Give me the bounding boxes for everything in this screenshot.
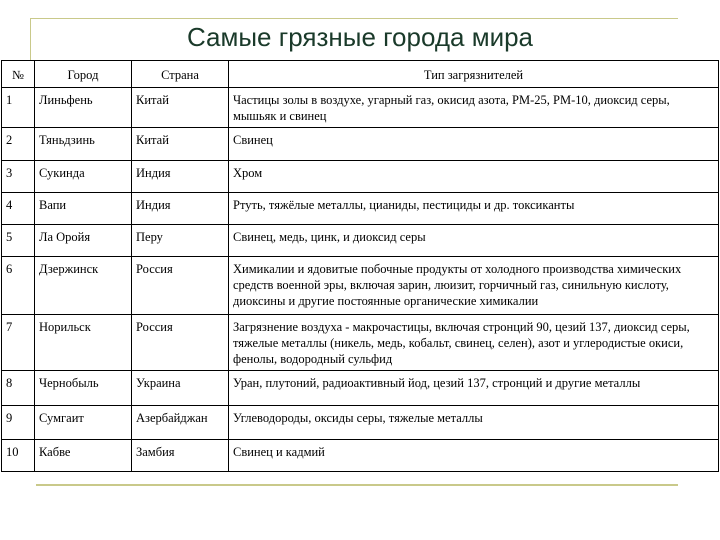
table-row: [2, 225, 719, 257]
cell-number: 4: [2, 193, 35, 225]
cell-city: Линьфень: [35, 88, 132, 128]
header-country: Страна: [132, 61, 229, 88]
cell-pollutant-type: Уран, плутоний, радиоактивный йод, цезий 137, стронций и другие металлы: [229, 371, 719, 406]
cell-city: Сукинда: [35, 161, 132, 193]
cell-number: 3: [2, 161, 35, 193]
cell-city: Чернобыль: [35, 371, 132, 406]
cell-number: 5: [2, 225, 35, 257]
cell-pollutant-type: Свинец: [229, 128, 719, 161]
cell-number: 10: [2, 440, 35, 472]
table-row: [2, 128, 719, 161]
table-row: [2, 88, 719, 128]
cell-pollutant-type: Загрязнение воздуха - макрочастицы, включая стронций 90, цезий 137, диоксид серы, тяжелые металлы (никель, медь, кобальт, свинец, селен), азот и углеродистые окиси, фенолы, водородный сульфид: [229, 315, 719, 371]
cell-number: 1: [2, 88, 35, 128]
decor-frame-bottom: [36, 484, 678, 486]
header-pollutant-type: Тип загрязнителей: [229, 61, 719, 88]
cell-number: 2: [2, 128, 35, 161]
cell-city: Сумгаит: [35, 406, 132, 440]
header-number: №: [2, 61, 35, 88]
cell-pollutant-type: Свинец и кадмий: [229, 440, 719, 472]
table-row: [2, 406, 719, 440]
cell-number: 8: [2, 371, 35, 406]
table-row: [2, 193, 719, 225]
cell-country: Россия: [132, 257, 229, 315]
cell-pollutant-type: Частицы золы в воздухе, угарный газ, окисид азота, PM-25, PM-10, диоксид серы, мышьяк и свинец: [229, 88, 719, 128]
cell-country: Индия: [132, 193, 229, 225]
table-row: [2, 440, 719, 472]
cell-number: 6: [2, 257, 35, 315]
cell-country: Замбия: [132, 440, 229, 472]
cell-pollutant-type: Химикалии и ядовитые побочные продукты от холодного производства химических средств военной эры, включая зарин, люизит, горчичный газ, синильную кислоту, диоксины и другие постоянные органические химикалии: [229, 257, 719, 315]
table-header-row: [2, 61, 719, 88]
cell-country: Азербайджан: [132, 406, 229, 440]
page-title: Самые грязные города мира: [186, 22, 534, 52]
decor-frame-top: [30, 18, 678, 19]
cell-pollutant-type: Углеводороды, оксиды серы, тяжелые металлы: [229, 406, 719, 440]
cell-pollutant-type: Свинец, медь, цинк, и диоксид серы: [229, 225, 719, 257]
cell-country: Индия: [132, 161, 229, 193]
cell-country: Россия: [132, 315, 229, 371]
cell-pollutant-type: Ртуть, тяжёлые металлы, цианиды, пестициды и др. токсиканты: [229, 193, 719, 225]
cell-country: Украина: [132, 371, 229, 406]
cell-number: 9: [2, 406, 35, 440]
cell-city: Норильск: [35, 315, 132, 371]
pollution-table: [1, 60, 719, 472]
cell-city: Кабве: [35, 440, 132, 472]
cell-country: Китай: [132, 88, 229, 128]
table-row: [2, 257, 719, 315]
cell-number: 7: [2, 315, 35, 371]
cell-country: Китай: [132, 128, 229, 161]
cell-city: Ла Оройя: [35, 225, 132, 257]
table-row: [2, 315, 719, 371]
header-city: Город: [35, 61, 132, 88]
cell-city: Вапи: [35, 193, 132, 225]
table-row: [2, 371, 719, 406]
cell-city: Дзержинск: [35, 257, 132, 315]
cell-city: Тяньдзинь: [35, 128, 132, 161]
cell-country: Перу: [132, 225, 229, 257]
cell-pollutant-type: Хром: [229, 161, 719, 193]
table-row: [2, 161, 719, 193]
